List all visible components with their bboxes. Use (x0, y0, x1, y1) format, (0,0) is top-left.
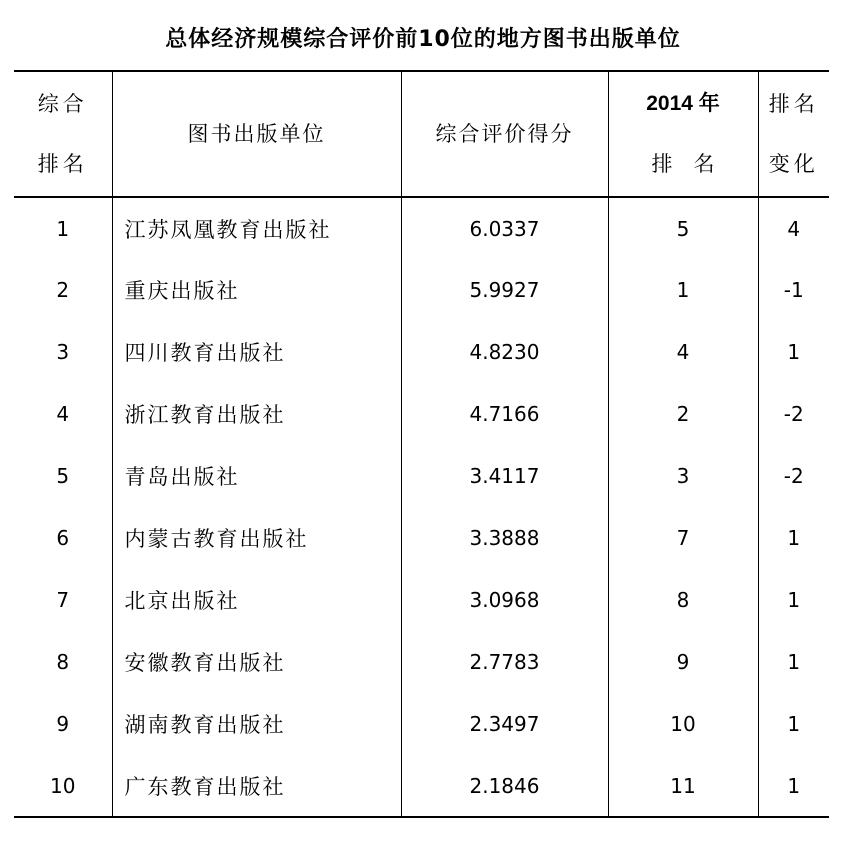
prev-rank-cell: 4 (608, 321, 758, 383)
score-cell: 5.9927 (401, 259, 608, 321)
table-title: 总体经济规模综合评价前10位的地方图书出版单位 (165, 27, 681, 52)
rank-cell: 4 (56, 402, 70, 426)
header-change (758, 71, 829, 197)
table-row (14, 259, 829, 321)
rank-cell: 10 (50, 773, 76, 798)
header-rank (14, 71, 112, 197)
publisher-name-cell: 江苏凤凰教育出版社 (112, 197, 401, 259)
header-row (14, 71, 829, 197)
header-prev-rank (608, 71, 758, 197)
prev-rank-cell: 2 (608, 383, 758, 445)
table-body (14, 197, 829, 817)
rank-cell: 8 (56, 650, 70, 674)
score-cell: 2.7783 (401, 631, 608, 693)
publisher-name-cell: 浙江教育出版社 (112, 383, 401, 445)
publisher-name-cell: 四川教育出版社 (112, 321, 401, 383)
rank-cell: 6 (56, 526, 70, 550)
header-prev-line2: 排 名 (651, 152, 715, 176)
rank-change-cell: 1 (758, 755, 829, 817)
table-row (14, 445, 829, 507)
score-cell: 4.7166 (401, 383, 608, 445)
prev-rank-cell: 3 (608, 445, 758, 507)
publisher-name-cell: 重庆出版社 (112, 259, 401, 321)
rank-change-cell: 1 (758, 321, 829, 383)
header-rank-line2: 排名 (37, 152, 88, 176)
score-cell: 4.8230 (401, 321, 608, 383)
publisher-name-cell: 青岛出版社 (112, 445, 401, 507)
prev-rank-cell: 9 (608, 631, 758, 693)
rank-change-cell: -2 (758, 383, 829, 445)
publisher-name-cell: 内蒙古教育出版社 (112, 507, 401, 569)
publisher-name-cell: 湖南教育出版社 (112, 693, 401, 755)
prev-rank-cell: 1 (608, 259, 758, 321)
table-row (14, 693, 829, 755)
score-cell: 2.1846 (401, 755, 608, 817)
rank-cell: 1 (56, 216, 70, 241)
header-rank-line1: 综合 (37, 92, 88, 116)
rank-change-cell: -1 (758, 259, 829, 321)
score-cell: 3.3888 (401, 507, 608, 569)
table-header (14, 71, 829, 197)
header-score: 综合评价得分 (401, 71, 608, 197)
prev-rank-cell: 5 (608, 197, 758, 259)
prev-rank-cell: 8 (608, 569, 758, 631)
rank-change-cell: 4 (758, 197, 829, 259)
score-cell: 3.4117 (401, 445, 608, 507)
score-cell: 6.0337 (401, 197, 608, 259)
rank-cell: 7 (56, 588, 70, 612)
ranking-table (14, 70, 829, 818)
rank-cell: 9 (56, 712, 70, 736)
rank-cell: 5 (56, 464, 70, 488)
table-row (14, 755, 829, 817)
score-cell: 3.0968 (401, 569, 608, 631)
rank-change-cell: 1 (758, 507, 829, 569)
rank-change-cell: 1 (758, 569, 829, 631)
publisher-name-cell: 北京出版社 (112, 569, 401, 631)
prev-rank-cell: 11 (608, 755, 758, 817)
table-row (14, 507, 829, 569)
header-change-line2: 变化 (768, 152, 819, 176)
table-row (14, 321, 829, 383)
table-row (14, 631, 829, 693)
header-unit: 图书出版单位 (112, 71, 401, 197)
table-row (14, 197, 829, 259)
header-change-line1: 排名 (768, 92, 819, 116)
rank-change-cell: 1 (758, 693, 829, 755)
header-prev-line1: 2014 年 (646, 92, 720, 115)
publisher-name-cell: 广东教育出版社 (112, 755, 401, 817)
publisher-name-cell: 安徽教育出版社 (112, 631, 401, 693)
prev-rank-cell: 7 (608, 507, 758, 569)
prev-rank-cell: 10 (608, 693, 758, 755)
table-row (14, 383, 829, 445)
rank-change-cell: 1 (758, 631, 829, 693)
rank-cell: 3 (56, 340, 70, 364)
rank-change-cell: -2 (758, 445, 829, 507)
table-row (14, 569, 829, 631)
rank-cell: 2 (56, 278, 70, 302)
score-cell: 2.3497 (401, 693, 608, 755)
